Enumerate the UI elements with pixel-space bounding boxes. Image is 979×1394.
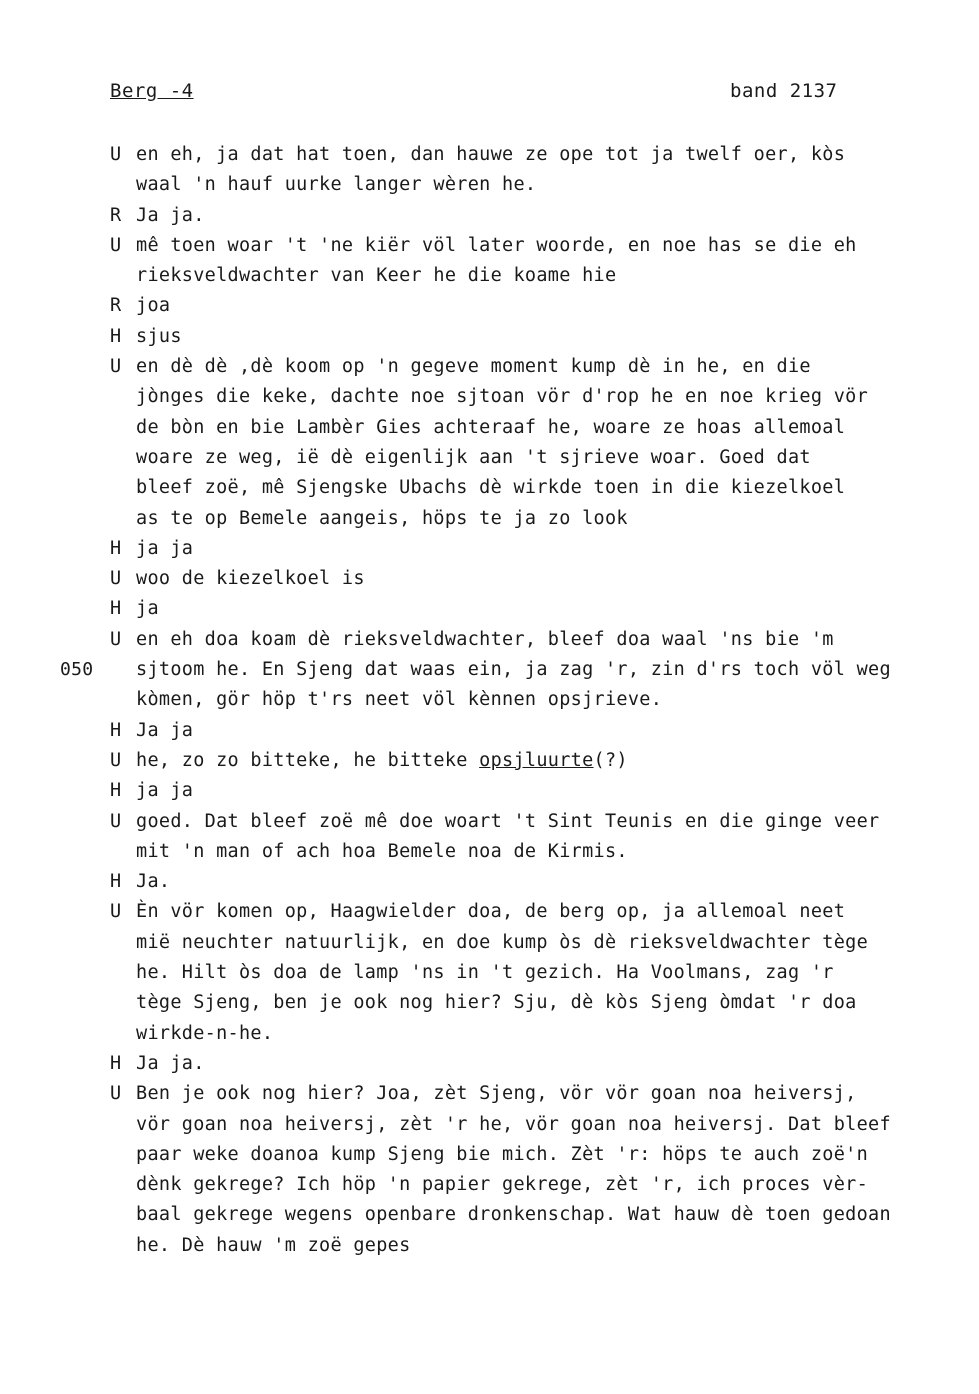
utterance-segment: baal gekrege wegens openbare dronkenschap. Wat hauw dè toen gedoan xyxy=(136,1204,891,1226)
transcript-line xyxy=(110,988,960,1018)
utterance-text xyxy=(136,1170,868,1200)
transcript-line xyxy=(110,534,960,564)
utterance-text xyxy=(136,625,834,655)
utterance-text xyxy=(136,443,811,473)
transcript-line xyxy=(110,564,960,594)
transcript-line xyxy=(110,1110,960,1140)
utterance-text xyxy=(136,716,193,746)
transcript-line xyxy=(110,504,960,534)
utterance-text xyxy=(136,897,845,927)
utterance-segment: joa xyxy=(136,295,171,317)
uncertainty-mark: (?) xyxy=(593,749,628,771)
utterance-segment: ja ja xyxy=(136,780,194,802)
utterance-segment: he. Dè hauw 'm zoë gepes xyxy=(136,1234,411,1256)
transcript-line xyxy=(110,807,960,837)
speaker-label: U xyxy=(110,810,122,832)
utterance-text xyxy=(136,776,193,806)
utterance-segment: ja xyxy=(136,598,159,620)
utterance-text xyxy=(136,564,365,594)
speaker-label: U xyxy=(110,749,122,771)
transcript-line xyxy=(110,322,960,352)
speaker-label: U xyxy=(110,356,122,378)
utterance-segment: paar weke doanoa kump Sjeng bie mich. Zèt 'r: höps te auch zoë'n xyxy=(136,1143,869,1165)
utterance-text xyxy=(136,685,662,715)
utterance-segment: Ben je ook nog hier? Joa, zèt Sjeng, vör vör goan noa heiversj, xyxy=(136,1083,857,1105)
speaker-label: H xyxy=(110,780,122,802)
utterance-text xyxy=(136,291,170,321)
utterance-text xyxy=(136,504,628,534)
utterance-text xyxy=(136,261,616,291)
utterance-text xyxy=(136,1019,273,1049)
transcript-line xyxy=(110,443,960,473)
utterance-segment: en eh doa koam dè rieksveldwachter, bleef doa waal 'ns bie 'm xyxy=(136,628,834,650)
transcript-line xyxy=(110,231,960,261)
speaker-label: H xyxy=(110,871,122,893)
transcript-line xyxy=(110,1019,960,1049)
transcript-line xyxy=(110,473,960,503)
utterance-text xyxy=(136,958,834,988)
transcript-body xyxy=(60,140,960,1261)
utterance-segment: en eh, ja dat hat toen, dan hauwe ze ope tot ja twelf oer, kòs xyxy=(136,144,846,165)
utterance-text xyxy=(136,988,857,1018)
speaker-label: U xyxy=(110,144,122,165)
transcript-line xyxy=(110,1231,960,1261)
speaker-label: H xyxy=(110,598,122,620)
utterance-text xyxy=(136,413,845,443)
speaker-label: H xyxy=(110,537,122,559)
utterance-text xyxy=(136,1140,868,1170)
utterance-text xyxy=(136,1110,891,1140)
utterance-segment: Ja ja. xyxy=(136,1052,205,1074)
speaker-label: R xyxy=(110,204,122,226)
transcript-line xyxy=(110,746,960,776)
tape-counter-marker: 050 xyxy=(60,659,94,681)
utterance-text xyxy=(136,473,845,503)
utterance-text xyxy=(136,807,879,837)
utterance-text xyxy=(136,322,182,352)
utterance-segment: vör goan noa heiversj, zèt 'r he, vör goan noa heiversj. Dat bleef xyxy=(136,1113,891,1135)
utterance-text xyxy=(136,1231,411,1261)
utterance-segment: mit 'n man of ach hoa Bemele noa de Kirmis. xyxy=(136,840,628,862)
speaker-label: U xyxy=(110,568,122,590)
transcript-line xyxy=(110,1170,960,1200)
speaker-label: U xyxy=(110,628,122,650)
speaker-label: H xyxy=(110,325,122,347)
transcript-line xyxy=(110,261,960,291)
utterance-segment: rieksveldwachter van Keer he die koame hie xyxy=(136,265,617,287)
utterance-segment: jònges die keke, dachte noe sjtoan vör d'rop he en noe krieg vör xyxy=(136,386,869,408)
utterance-segment: tège Sjeng, ben je ook nog hier? Sju, dè kòs Sjeng òmdat 'r doa xyxy=(136,992,857,1014)
utterance-segment: kòmen, gör höp t'rs neet völ kènnen opsjrieve. xyxy=(136,689,663,711)
transcript-line xyxy=(110,897,960,927)
utterance-segment: sjus xyxy=(136,325,182,347)
transcript-line xyxy=(110,140,960,170)
utterance-segment: ja ja xyxy=(136,537,194,559)
utterance-segment: as te op Bemele aangeis, höps te ja zo look xyxy=(136,507,628,529)
speaker-label: U xyxy=(110,234,122,256)
transcript-line xyxy=(60,655,960,685)
transcript-line xyxy=(110,625,960,655)
transcript-line xyxy=(110,413,960,443)
speaker-label: H xyxy=(110,1052,122,1074)
transcript-line xyxy=(110,1140,960,1170)
utterance-segment: sjtoom he. En Sjeng dat waas ein, ja zag 'r, zin d'rs toch völ weg xyxy=(136,659,891,681)
utterance-text xyxy=(136,1049,205,1079)
utterance-text xyxy=(136,655,891,685)
transcript-line xyxy=(110,685,960,715)
utterance-segment: mië neuchter natuurlijk, en doe kump òs dè rieksveldwachter tège xyxy=(136,931,869,953)
utterance-segment: Ja ja. xyxy=(136,204,205,226)
utterance-text xyxy=(136,746,628,776)
transcript-line xyxy=(110,170,960,200)
transcript-line xyxy=(110,594,960,624)
transcript-line xyxy=(110,201,960,231)
utterance-text xyxy=(136,534,193,564)
utterance-text xyxy=(136,382,868,412)
transcript-line xyxy=(110,382,960,412)
transcript-line xyxy=(110,928,960,958)
transcript-line xyxy=(110,291,960,321)
speaker-label: H xyxy=(110,719,122,741)
uncertain-word: opsjluurte xyxy=(479,749,594,771)
utterance-text xyxy=(136,837,628,867)
speaker-label: U xyxy=(110,901,122,923)
utterance-text xyxy=(136,594,159,624)
utterance-segment: waal 'n hauf uurke langer wèren he. xyxy=(136,174,537,196)
utterance-segment: de bòn en bie Lambèr Gies achteraaf he, woare ze hoas allemoal xyxy=(136,416,846,438)
utterance-text xyxy=(136,1200,891,1230)
transcript-line xyxy=(110,352,960,382)
tape-number: band 2137 xyxy=(730,80,838,102)
transcript-line xyxy=(110,1079,960,1109)
utterance-text xyxy=(136,170,536,200)
speaker-label: R xyxy=(110,295,122,317)
transcript-line xyxy=(110,867,960,897)
utterance-text xyxy=(136,352,811,382)
utterance-text xyxy=(136,928,868,958)
utterance-text xyxy=(136,867,170,897)
utterance-segment: woare ze weg, ië dè eigenlijk aan 't sjrieve woar. Goed dat xyxy=(136,446,811,468)
utterance-segment: wirkde-n-he. xyxy=(136,1022,274,1044)
transcript-line xyxy=(110,1200,960,1230)
speaker-label: U xyxy=(110,1083,122,1105)
utterance-segment: he. Hilt òs doa de lamp 'ns in 't gezich. Ha Voolmans, zag 'r xyxy=(136,962,834,984)
utterance-text xyxy=(136,231,857,261)
utterance-segment: goed. Dat bleef zoë mê doe woart 't Sint Teunis en die ginge veer xyxy=(136,810,880,832)
utterance-segment: woo de kiezelkoel is xyxy=(136,568,365,590)
transcript-line xyxy=(110,1049,960,1079)
transcript-line xyxy=(110,716,960,746)
utterance-segment: bleef zoë, mê Sjengske Ubachs dè wirkde toen in die kiezelkoel xyxy=(136,477,846,499)
transcript-line xyxy=(110,958,960,988)
utterance-text xyxy=(136,140,845,170)
utterance-segment: Ja. xyxy=(136,871,171,893)
utterance-segment: mê toen woar 't 'ne kiër völ later woorde, en noe has se die eh xyxy=(136,234,857,256)
utterance-text xyxy=(136,201,205,231)
utterance-segment: dènk gekrege? Ich höp 'n papier gekrege, zèt 'r, ich proces vèr- xyxy=(136,1174,869,1196)
utterance-segment: he, zo zo bitteke, he bitteke xyxy=(136,749,480,771)
utterance-segment: Èn vör komen op, Haagwielder doa, de berg op, ja allemoal neet xyxy=(136,901,846,923)
utterance-segment: Ja ja xyxy=(136,719,194,741)
utterance-text xyxy=(136,1079,857,1109)
transcript-line xyxy=(110,837,960,867)
transcript-line xyxy=(110,776,960,806)
page-header-title: Berg -4 xyxy=(110,80,194,102)
utterance-segment: en dè dè ,dè koom op 'n gegeve moment kump dè in he, en die xyxy=(136,356,811,378)
